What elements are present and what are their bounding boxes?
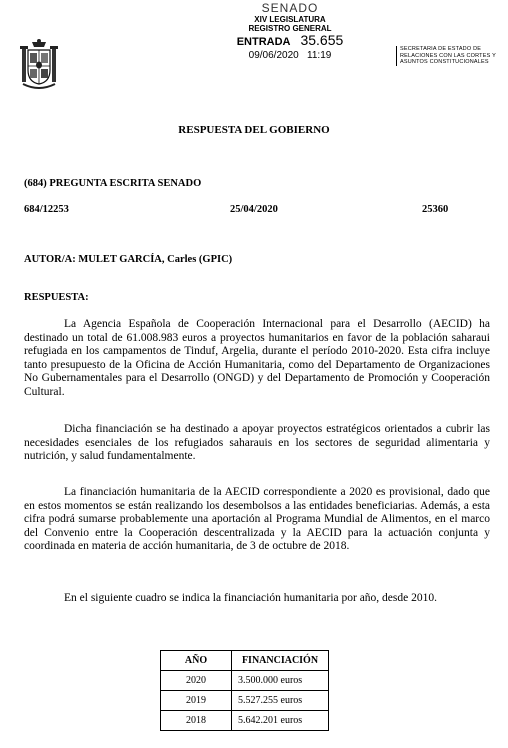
table-cell-amount: 5.527.255 euros bbox=[232, 691, 329, 711]
table-cell-year: 2020 bbox=[161, 671, 232, 691]
table-cell-year: 2019 bbox=[161, 691, 232, 711]
table-row bbox=[161, 691, 329, 711]
stamp-legislature: XIV LEGISLATURA bbox=[254, 15, 326, 24]
stamp-entry-label: ENTRADA bbox=[236, 36, 291, 48]
stamp-time: 11:19 bbox=[307, 50, 332, 61]
paragraph-2: Dicha financiación se ha destinado a apoyar proyectos estratégicos orientados a cubrir las necesidades esenciales de los refugiados saharauis en los sectores de seguridad alimentaria y nutrición, y salud fundamentalmente. bbox=[24, 423, 490, 462]
coat-of-arms-icon bbox=[20, 38, 58, 92]
stamp-date: 09/06/2020 bbox=[248, 50, 299, 61]
paragraph-1: La Agencia Española de Cooperación Internacional para el Desarrollo (AECID) ha destinado un total de 61.008.983 euros a proyectos humanitarios en favor de la población saharaui refugiada en los campamentos de Tinduf, Argelia, durante el período 2010-2020. Esta cifra incluye tanto presupuesto de la Oficina de Acción Humanitaria, como del Departamento de Organizaciones No Gubernamentales para el Desarrollo (ONGD) y del Departamento de Promoción y Cooperación Cultural. bbox=[24, 318, 490, 398]
paragraph-3: La financiación humanitaria de la AECID correspondiente a 2020 es provisional, dado que en estos momentos se están realizando los desembolsos a las entidades beneficiarias. Además, a esta cifra podrá sumarse probablemente una aportación al Programa Mundial de Alimentos, en el marco del Convenio entre la Cooperación descentralizada y la AECID para la actuación conjunta y coordinada en materia de acción humanitaria, de 3 de octubre de 2018. bbox=[24, 486, 490, 552]
paragraph-4: En el siguiente cuadro se indica la financiación humanitaria por año, desde 2010. bbox=[64, 592, 437, 604]
stamp-datetime bbox=[190, 50, 390, 62]
stamp-registry: REGISTRO GENERAL bbox=[248, 24, 332, 33]
question-heading: (684) PREGUNTA ESCRITA SENADO bbox=[24, 178, 202, 189]
stamp-entry-number: 35.655 bbox=[300, 32, 344, 48]
table-cell-amount: 5.642.201 euros bbox=[232, 711, 329, 731]
author-line: AUTOR/A: MULET GARCÍA, Carles (GPIC) bbox=[24, 254, 233, 265]
document-title: RESPUESTA DEL GOBIERNO bbox=[178, 124, 330, 136]
table-cell-amount: 3.500.000 euros bbox=[232, 671, 329, 691]
question-ref: 684/12253 bbox=[24, 204, 69, 215]
table-row bbox=[161, 711, 329, 731]
table-row bbox=[161, 671, 329, 691]
stamp-institution: SENADO bbox=[261, 1, 319, 15]
table-cell-year: 2018 bbox=[161, 711, 232, 731]
financing-table bbox=[160, 650, 329, 731]
secretaria-label: SECRETARIA DE ESTADO DE RELACIONES CON LAS CORTES Y ASUNTOS CONSTITUCIONALES bbox=[396, 46, 504, 66]
question-date: 25/04/2020 bbox=[230, 204, 278, 215]
question-code: 25360 bbox=[422, 204, 449, 215]
table-header-financing: FINANCIACIÓN bbox=[232, 651, 329, 671]
stamp-entry bbox=[190, 33, 390, 50]
registry-stamp bbox=[190, 2, 390, 62]
table-header-year: AÑO bbox=[161, 651, 232, 671]
table-header-row bbox=[161, 651, 329, 671]
respuesta-label: RESPUESTA: bbox=[24, 292, 89, 303]
